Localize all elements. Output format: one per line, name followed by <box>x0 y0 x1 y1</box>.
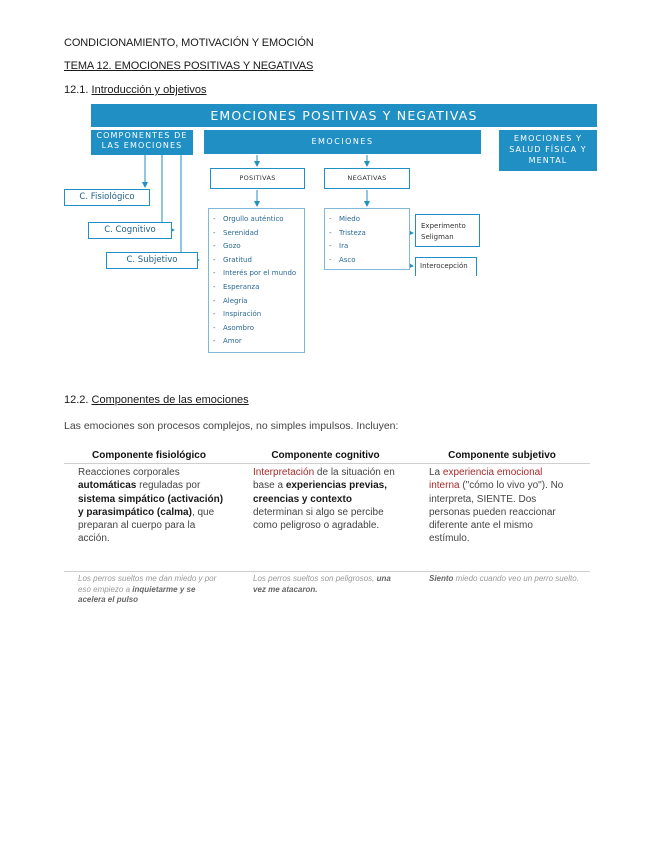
text-span: reguladas por <box>136 480 201 492</box>
text-span: Los perros sueltos me dan miedo y por eso empiezo a <box>78 574 217 594</box>
text-bold: una vez me atacaron. <box>253 574 391 594</box>
text-span: de la situación en base a <box>253 467 395 492</box>
list-item: - Interés por el mundo <box>209 267 304 281</box>
example-subjetivo <box>429 574 579 585</box>
text-span: ("cómo lo vivo yo"). No interpreta, SIENTE. Dos personas pueden reaccionar diferente ante el mismo estímulo. <box>429 480 564 545</box>
list-item: - Asco <box>325 254 409 268</box>
componentes-box: COMPONENTES DE LAS EMOCIONES <box>91 130 193 155</box>
text-span: miedo cuando veo un perro suelto. <box>453 574 579 583</box>
experimento-box: Experimento Seligman <box>415 214 480 247</box>
table-example-divider <box>64 571 590 572</box>
negativas-box: NEGATIVAS <box>324 168 410 189</box>
list-item: - Alegría <box>209 295 304 309</box>
salud-box: EMOCIONES Y SALUD FÍSICA Y MENTAL <box>499 130 597 171</box>
text-bold: sistema simpático (activación) y parasimpático (calma) <box>78 493 224 518</box>
section-1-title: Introducción y objetivos <box>91 84 207 96</box>
diagram-banner: EMOCIONES POSITIVAS Y NEGATIVAS <box>91 104 597 127</box>
header-fisiologico: Componente fisiológico <box>92 450 206 461</box>
list-item: - Gratitud <box>209 254 304 268</box>
section-2-intro: Las emociones son procesos complejos, no simples impulsos. Incluyen: <box>64 420 399 432</box>
text-bold: automáticas <box>78 480 137 492</box>
cell-fisiologico <box>78 466 228 546</box>
table-header-divider <box>64 463 590 464</box>
text-bold: experiencias previas, creencias y contexto <box>253 480 387 505</box>
list-item: - Amor <box>209 335 304 349</box>
text-bold: Siento <box>429 574 454 583</box>
text-bold: inquietarme y se acelera el pulso <box>78 584 196 604</box>
list-item: - Asombro <box>209 322 304 336</box>
topic-title: TEMA 12. EMOCIONES POSITIVAS Y NEGATIVAS <box>64 60 314 72</box>
positivas-list <box>208 208 305 353</box>
list-item: - Tristeza <box>325 227 409 241</box>
cell-cognitivo <box>253 466 403 532</box>
example-fisiologico <box>78 574 223 606</box>
text-span: La <box>429 467 443 478</box>
list-item: - Miedo <box>325 213 409 227</box>
section-2-number: 12.2. <box>64 394 89 406</box>
text-span: , que preparan al cuerpo para la acción. <box>78 506 215 545</box>
text-highlight: Interpretación <box>253 467 315 478</box>
header-subjetivo: Componente subjetivo <box>448 450 556 461</box>
example-cognitivo <box>253 574 403 595</box>
text-highlight: experiencia emocional interna <box>429 467 543 492</box>
c-subjetivo-box: C. Subjetivo <box>106 252 198 269</box>
list-item: - Inspiración <box>209 308 304 322</box>
text-span: Reacciones corporales <box>78 467 180 478</box>
section-1-number: 12.1. <box>64 84 89 96</box>
text-span: determinan si algo se percibe como peligroso o agradable. <box>253 506 384 532</box>
list-item: - Gozo <box>209 240 304 254</box>
document-title: CONDICIONAMIENTO, MOTIVACIÓN Y EMOCIÓN <box>64 37 314 49</box>
list-item: - Serenidad <box>209 227 304 241</box>
section-2-heading <box>64 394 249 406</box>
text-span: Los perros sueltos son peligrosos, <box>253 574 377 583</box>
header-cognitivo: Componente cognitivo <box>271 450 380 461</box>
negativas-list <box>324 208 410 270</box>
emociones-box: EMOCIONES <box>204 130 481 154</box>
positivas-box: POSITIVAS <box>210 168 305 189</box>
cell-subjetivo <box>429 466 574 546</box>
section-2-title: Componentes de las emociones <box>91 394 249 406</box>
c-cognitivo-box: C. Cognitivo <box>88 222 172 239</box>
list-item: - Ira <box>325 240 409 254</box>
list-item: - Orgullo auténtico <box>209 213 304 227</box>
interocepcion-box: Interocepción <box>415 257 477 276</box>
c-fisiologico-box: C. Fisiológico <box>64 189 150 206</box>
list-item: - Esperanza <box>209 281 304 295</box>
